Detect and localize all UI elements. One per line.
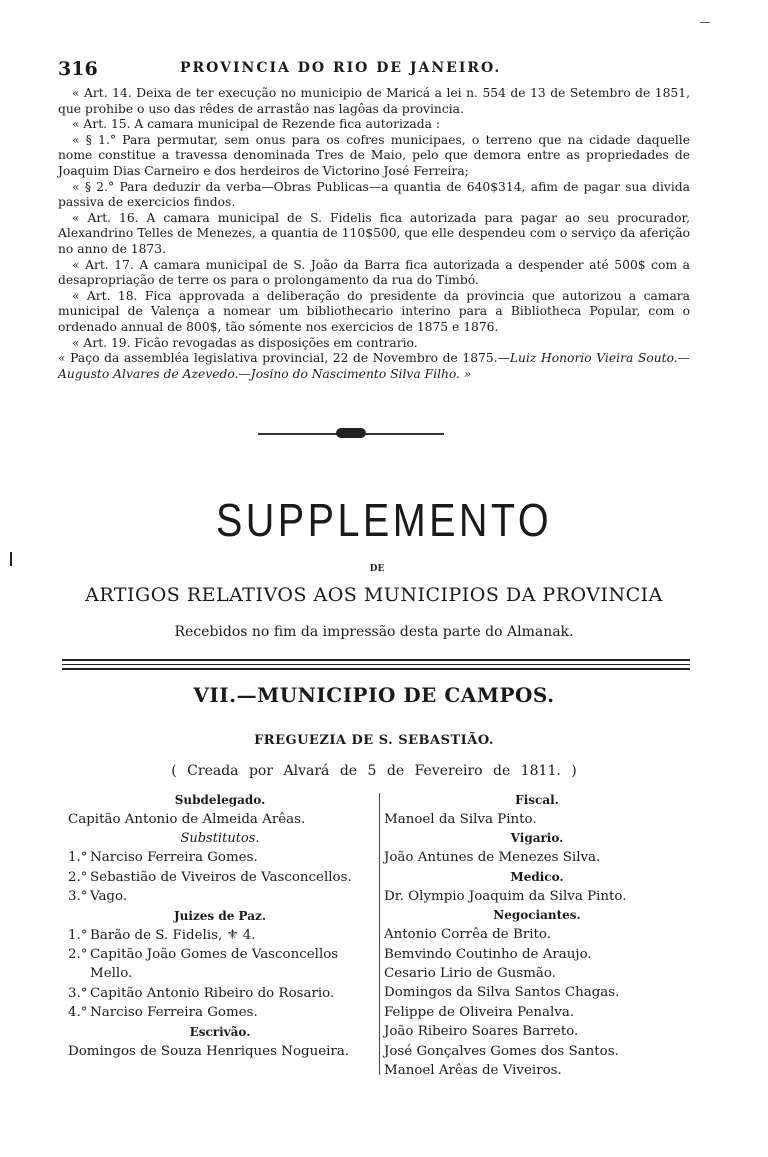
separator-line-right bbox=[364, 433, 444, 435]
article-16: « Art. 16. A camara municipal de S. Fidelis fica autorizada para pagar ao seu procurador, Alexandrino Telles de Menezes, a quantia de 110$500, que elle despendeu com o serviço da aferição no anno de 1873. bbox=[58, 210, 690, 256]
juiz-entry bbox=[68, 945, 372, 964]
article-15-paragraph-1: « § 1.° Para permutar, sem onus para os cofres municipaes, o terreno que na cidade daquelle nome constitue a travessa denominada Tres de Maio, pelo que demora entre as propriedades de Joaquim Dias Carneiro e dos herdeiros de Victorino José Ferreira; bbox=[58, 132, 690, 178]
supplement-note: Recebidos no fim da impressão desta parte do Almanak. bbox=[174, 624, 574, 640]
decree-text bbox=[58, 86, 690, 382]
juiz-entry bbox=[68, 926, 372, 945]
negociante-entry: José Gonçalves Gomes dos Santos. bbox=[384, 1043, 619, 1059]
vigario-name: João Antunes de Menezes Silva. bbox=[384, 850, 601, 866]
subdelegado-heading: Subdelegado. bbox=[174, 793, 266, 807]
escrivao-heading: Escrivão. bbox=[189, 1024, 251, 1039]
supplement-de: DE bbox=[369, 564, 385, 574]
entry-number: 2.° bbox=[68, 947, 88, 963]
left-column bbox=[68, 791, 372, 1061]
article-19: « Art. 19. Ficão revogadas as disposições em contrario. bbox=[72, 335, 418, 350]
subdelegado-name: Capitão Antonio de Almeida Arêas. bbox=[68, 812, 306, 827]
freguezia-heading: FREGUEZIA DE S. SEBASTIÃO. bbox=[254, 733, 494, 748]
entry-name: Vago. bbox=[90, 889, 128, 905]
entry-name: Capitão João Gomes de Vasconcellos bbox=[90, 947, 339, 963]
print-mark bbox=[700, 22, 710, 23]
juizes-heading: Juizes de Paz. bbox=[173, 908, 266, 923]
negociante-entry: Manoel Arêas de Viveiros. bbox=[384, 1063, 562, 1079]
municipio-heading: VII.—MUNICIPIO DE CAMPOS. bbox=[193, 683, 555, 707]
juiz-entry-continuation: Mello. bbox=[90, 966, 133, 982]
negociante-entry: Domingos da Silva Santos Chagas. bbox=[384, 985, 620, 1001]
separator-line-left bbox=[258, 433, 338, 435]
signature-names: Luiz Honorio Vieira Souto.—Augusto Alvares de Azevedo.—Josino do Nascimento Silva Filho. » bbox=[58, 351, 690, 381]
entry-name: Narciso Ferreira Gomes. bbox=[90, 1005, 258, 1021]
entry-number: 3.° bbox=[68, 889, 88, 905]
column-divider bbox=[379, 793, 380, 1075]
article-14: « Art. 14. Deixa de ter execução no municipio de Maricá a lei n. 554 de 13 de Setembro de 1851, que prohibe o uso das rêdes de arrastão nas lagôas da provincia. bbox=[58, 86, 690, 116]
right-column bbox=[384, 791, 690, 1080]
creation-note: ( Creada por Alvará de 5 de Fevereiro de 1811. ) bbox=[171, 763, 577, 779]
substituto-entry bbox=[68, 848, 372, 867]
decree-signature bbox=[58, 351, 690, 382]
entry-name: Barão de S. Fidelis, ⚜ 4. bbox=[90, 927, 256, 943]
negociante-entry: João Ribeiro Soares Barreto. bbox=[384, 1024, 579, 1040]
double-rule-bottom bbox=[62, 668, 690, 670]
article-15-paragraph-2: « § 2.° Para deduzir da verba—Obras Publicas—a quantia de 640$314, afim de pagar sua divida passiva de exercicios findos. bbox=[58, 179, 690, 210]
entry-name: Capitão Antonio Ribeiro do Rosario. bbox=[90, 985, 335, 1001]
separator-ornament bbox=[336, 428, 366, 438]
substituto-entry bbox=[68, 887, 372, 906]
negociantes-heading: Negociantes. bbox=[493, 908, 581, 923]
negociante-entry: Felippe de Oliveira Penalva. bbox=[384, 1004, 575, 1020]
fiscal-heading: Fiscal. bbox=[515, 793, 559, 807]
page-header-title: PROVINCIA DO RIO DE JANEIRO. bbox=[180, 60, 502, 76]
negociante-entry: Antonio Corrêa de Brito. bbox=[384, 927, 551, 943]
vigario-heading: Vigario. bbox=[510, 831, 564, 846]
negociante-entry: Cesario Lirio de Gusmão. bbox=[384, 966, 556, 982]
substitutos-heading: Substitutos. bbox=[180, 831, 260, 847]
article-18: « Art. 18. Fica approvada a deliberação do presidente da provincia que autorizou a camara municipal de Valença a nomear um bibliothecario interino para a Bibliotheca Popular, com o ordenado annual de 800$, tão sómente nos exercicios de 1875 e 1876. bbox=[58, 288, 690, 334]
negociante-entry: Bemvindo Coutinho de Araujo. bbox=[384, 946, 592, 962]
medico-name: Dr. Olympio Joaquim da Silva Pinto. bbox=[384, 888, 627, 904]
escrivao-name: Domingos de Souza Henriques Nogueira. bbox=[68, 1043, 350, 1059]
entry-number: 4.° bbox=[68, 1005, 88, 1021]
fiscal-name: Manoel da Silva Pinto. bbox=[384, 812, 537, 827]
entry-number: 1.° bbox=[68, 850, 88, 866]
supplement-subtitle: ARTIGOS RELATIVOS AOS MUNICIPIOS DA PROVINCIA bbox=[85, 584, 663, 606]
entry-number: 1.° bbox=[68, 927, 88, 943]
ornamental-separator bbox=[258, 430, 444, 438]
entry-number: 3.° bbox=[68, 985, 88, 1001]
juiz-entry bbox=[68, 1003, 372, 1022]
page-number: 316 bbox=[58, 58, 98, 80]
substituto-entry bbox=[68, 868, 372, 887]
article-17: « Art. 17. A camara municipal de S. João da Barra fica autorizada a despender até 500$ com a desapropriação de terre os para o prolongamento da rua do Timbó. bbox=[58, 257, 690, 288]
entry-number: 2.° bbox=[68, 869, 88, 885]
supplement-title: SUPPLEMENTO bbox=[215, 494, 553, 546]
medico-heading: Medico. bbox=[510, 869, 564, 884]
running-head bbox=[58, 58, 690, 82]
entry-name: Narciso Ferreira Gomes. bbox=[90, 850, 258, 866]
signature-place-date: « Paço da assembléa legislativa provincial, 22 de Novembro de 1875.— bbox=[58, 351, 510, 366]
article-15: « Art. 15. A camara municipal de Rezende fica autorizada : bbox=[72, 117, 440, 132]
juiz-entry bbox=[68, 984, 372, 1003]
entry-name: Sebastião de Viveiros de Vasconcellos. bbox=[90, 869, 352, 885]
double-rule-top bbox=[62, 659, 690, 661]
margin-mark bbox=[10, 552, 12, 566]
double-rule-middle bbox=[62, 664, 690, 665]
